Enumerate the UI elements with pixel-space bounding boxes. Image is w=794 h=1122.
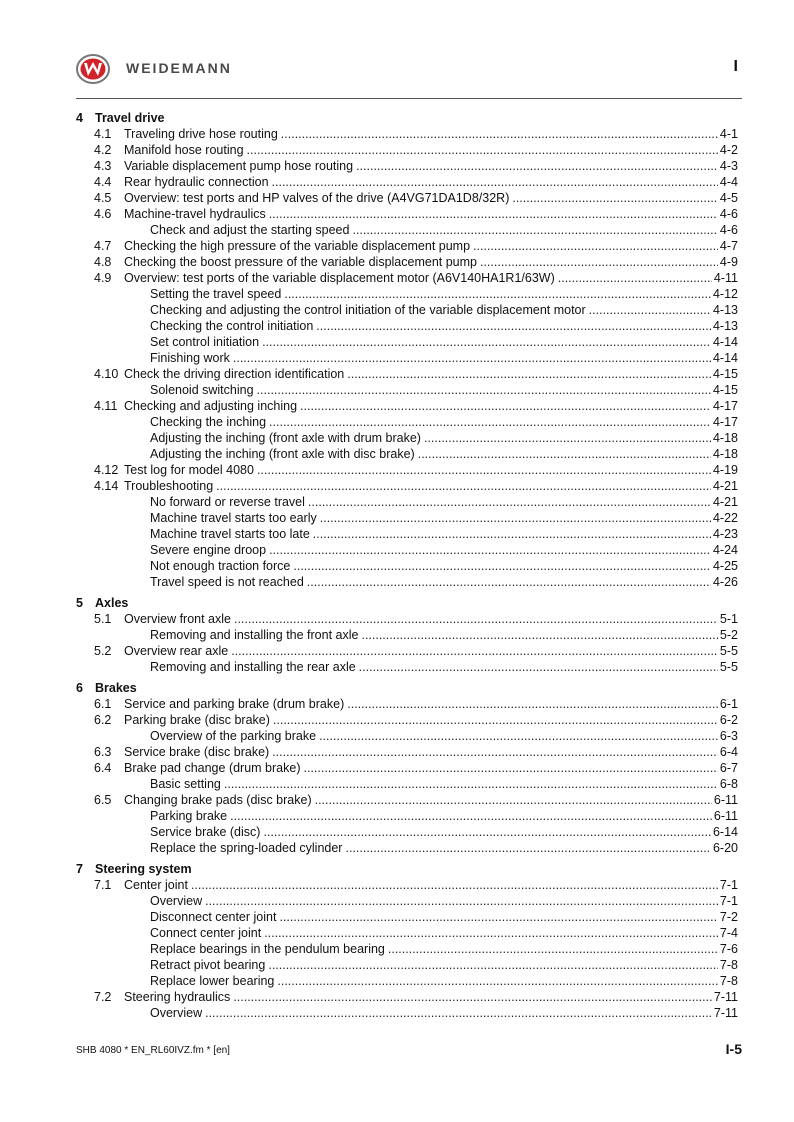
toc-subsection-entry[interactable]: [76, 494, 738, 510]
dot-leader: [347, 696, 718, 712]
toc-subsection-entry[interactable]: [76, 542, 738, 558]
section-number: 4.3: [94, 159, 112, 173]
section-number: 6.1: [94, 697, 112, 711]
entry-page-number: 4-12: [712, 287, 738, 301]
entry-title: Severe engine droop: [150, 543, 267, 557]
entry-page-number: 5-1: [719, 612, 738, 626]
entry-page-number: 4-13: [712, 303, 738, 317]
weidemann-logo-icon: [76, 54, 110, 84]
entry-page-number: 7-6: [719, 942, 738, 956]
section-number: 4.2: [94, 143, 112, 157]
entry-title: Checking and adjusting the control initiation of the variable displacement motor: [150, 303, 586, 317]
entry-title: Check the driving direction identification: [124, 367, 345, 381]
entry-title: Machine-travel hydraulics: [124, 207, 266, 221]
entry-page-number: 4-19: [712, 463, 738, 477]
entry-title: Test log for model 4080: [124, 463, 254, 477]
entry-page-number: 7-1: [719, 894, 738, 908]
toc-subsection-entry[interactable]: [76, 222, 738, 238]
toc-subsection-entry[interactable]: [76, 776, 738, 792]
dot-leader: [230, 808, 712, 824]
entry-page-number: 4-26: [712, 575, 738, 589]
dot-leader: [308, 494, 711, 510]
entry-page-number: 7-8: [719, 974, 738, 988]
toc-section-entry[interactable]: [76, 611, 738, 627]
entry-title: Retract pivot bearing: [150, 958, 266, 972]
toc-section-entry[interactable]: [76, 696, 738, 712]
dot-leader: [356, 158, 718, 174]
entry-title: Adjusting the inching (front axle with drum brake): [150, 431, 421, 445]
section-number: 4.9: [94, 271, 112, 285]
toc-section-entry[interactable]: [76, 792, 738, 808]
entry-title: Manifold hose routing: [124, 143, 244, 157]
dot-leader: [418, 446, 711, 462]
entry-page-number: 4-3: [719, 159, 738, 173]
toc-subsection-entry[interactable]: [76, 574, 738, 590]
dot-leader: [268, 957, 718, 973]
dot-leader: [279, 909, 717, 925]
entry-title: Service brake (disc brake): [124, 745, 270, 759]
toc-subsection-entry[interactable]: [76, 957, 738, 973]
section-number: 5.1: [94, 612, 112, 626]
entry-page-number: 4-18: [712, 431, 738, 445]
chapter-number: 7: [76, 862, 83, 876]
entry-title: Parking brake (disc brake): [124, 713, 270, 727]
toc-subsection-entry[interactable]: [76, 728, 738, 744]
dot-leader: [313, 526, 711, 542]
chapter-heading: [76, 680, 738, 696]
toc-subsection-entry[interactable]: [76, 925, 738, 941]
entry-page-number: 4-21: [712, 479, 738, 493]
dot-leader: [347, 366, 711, 382]
dot-leader: [512, 190, 718, 206]
dot-leader: [269, 206, 718, 222]
entry-title: Changing brake pads (disc brake): [124, 793, 312, 807]
document-reference: SHB 4080 * EN_RL60IVZ.fm * [en]: [76, 1045, 230, 1056]
toc-section-entry[interactable]: [76, 989, 738, 1005]
chapter-heading: [76, 595, 738, 611]
toc-section-entry[interactable]: [76, 462, 738, 478]
section-number: 6.4: [94, 761, 112, 775]
section-number: 7.2: [94, 990, 112, 1004]
toc-section-entry[interactable]: [76, 270, 738, 286]
entry-page-number: 5-5: [719, 660, 738, 674]
toc-subsection-entry[interactable]: [76, 941, 738, 957]
dot-leader: [269, 542, 711, 558]
entry-title: Adjusting the inching (front axle with disc brake): [150, 447, 415, 461]
entry-title: Checking the inching: [150, 415, 267, 429]
section-number: 4.10: [94, 367, 119, 381]
entry-page-number: 6-14: [712, 825, 738, 839]
toc-subsection-entry[interactable]: [76, 909, 738, 925]
section-number: 4.1: [94, 127, 112, 141]
toc-section-entry[interactable]: [76, 744, 738, 760]
toc-subsection-entry[interactable]: [76, 430, 738, 446]
entry-title: Traveling drive hose routing: [124, 127, 278, 141]
toc-subsection-entry[interactable]: [76, 558, 738, 574]
dot-leader: [293, 558, 711, 574]
brand-name: WEIDEMANN: [126, 60, 232, 76]
toc-subsection-entry[interactable]: [76, 824, 738, 840]
dot-leader: [352, 222, 717, 238]
entry-page-number: 4-7: [719, 239, 738, 253]
entry-page-number: 4-14: [712, 335, 738, 349]
dot-leader: [473, 238, 718, 254]
entry-page-number: 6-8: [719, 777, 738, 791]
toc-section-entry[interactable]: [76, 206, 738, 222]
toc-subsection-entry[interactable]: [76, 973, 738, 989]
dot-leader: [273, 712, 718, 728]
toc-subsection-entry[interactable]: [76, 334, 738, 350]
dot-leader: [231, 643, 718, 659]
entry-title: Parking brake: [150, 809, 228, 823]
entry-page-number: 7-2: [719, 910, 738, 924]
section-number: 5.2: [94, 644, 112, 658]
section-number: 4.14: [94, 479, 119, 493]
entry-page-number: 7-4: [719, 926, 738, 940]
toc-section-entry[interactable]: [76, 366, 738, 382]
toc-subsection-entry[interactable]: [76, 350, 738, 366]
section-number: 6.2: [94, 713, 112, 727]
entry-title: Checking the high pressure of the variable displacement pump: [124, 239, 471, 253]
section-number: 6.3: [94, 745, 112, 759]
dot-leader: [262, 334, 711, 350]
dot-leader: [234, 611, 718, 627]
dot-leader: [303, 760, 717, 776]
entry-page-number: 7-11: [713, 1006, 738, 1020]
toc-subsection-entry[interactable]: [76, 302, 738, 318]
entry-page-number: 5-5: [719, 644, 738, 658]
entry-page-number: 4-15: [712, 383, 738, 397]
entry-title: Brake pad change (drum brake): [124, 761, 301, 775]
entry-title: Service brake (disc): [150, 825, 261, 839]
entry-title: Rear hydraulic connection: [124, 175, 269, 189]
entry-page-number: 6-3: [719, 729, 738, 743]
dot-leader: [205, 1005, 712, 1021]
entry-page-number: 7-1: [719, 878, 738, 892]
entry-page-number: 4-6: [719, 207, 738, 221]
entry-title: Disconnect center joint: [150, 910, 277, 924]
dot-leader: [257, 462, 711, 478]
dot-leader: [272, 744, 718, 760]
entry-page-number: 4-6: [719, 223, 738, 237]
dot-leader: [233, 350, 711, 366]
section-number: 4.6: [94, 207, 112, 221]
entry-page-number: 6-20: [712, 841, 738, 855]
toc-section-entry[interactable]: [76, 877, 738, 893]
section-number: 4.11: [94, 399, 118, 413]
section-number: 4.12: [94, 463, 119, 477]
entry-page-number: 4-13: [712, 319, 738, 333]
toc-subsection-entry[interactable]: [76, 659, 738, 675]
entry-title: Removing and installing the front axle: [150, 628, 359, 642]
toc-section-entry[interactable]: [76, 760, 738, 776]
toc-section-entry[interactable]: [76, 398, 738, 414]
entry-title: Finishing work: [150, 351, 230, 365]
toc-section-entry[interactable]: [76, 643, 738, 659]
dot-leader: [284, 286, 711, 302]
dot-leader: [216, 478, 711, 494]
entry-page-number: 7-11: [713, 990, 738, 1004]
entry-title: Replace bearings in the pendulum bearing: [150, 942, 385, 956]
entry-title: Solenoid switching: [150, 383, 254, 397]
toc-subsection-entry[interactable]: [76, 627, 738, 643]
chapter-title: Brakes: [95, 681, 137, 695]
toc-subsection-entry[interactable]: [76, 286, 738, 302]
entry-title: Replace the spring-loaded cylinder: [150, 841, 343, 855]
dot-leader: [424, 430, 711, 446]
toc-section-entry[interactable]: [76, 712, 738, 728]
entry-page-number: 4-11: [713, 271, 738, 285]
entry-page-number: 4-22: [712, 511, 738, 525]
entry-title: Overview of the parking brake: [150, 729, 317, 743]
dot-leader: [224, 776, 718, 792]
dot-leader: [345, 840, 710, 856]
entry-title: Checking and adjusting inching: [124, 399, 298, 413]
entry-title: Removing and installing the rear axle: [150, 660, 356, 674]
dot-leader: [589, 302, 711, 318]
entry-page-number: 4-4: [719, 175, 738, 189]
toc-subsection-entry[interactable]: [76, 526, 738, 542]
toc-section-entry[interactable]: [76, 174, 738, 190]
toc-subsection-entry[interactable]: [76, 840, 738, 856]
entry-title: Variable displacement pump hose routing: [124, 159, 354, 173]
entry-title: Basic setting: [150, 777, 221, 791]
dot-leader: [263, 824, 711, 840]
dot-leader: [300, 398, 711, 414]
dot-leader: [269, 414, 711, 430]
entry-page-number: 6-11: [713, 793, 738, 807]
dot-leader: [264, 925, 718, 941]
toc-section-entry[interactable]: [76, 126, 738, 142]
chapter-title: Travel drive: [95, 111, 165, 125]
dot-leader: [480, 254, 718, 270]
dot-leader: [307, 574, 711, 590]
entry-page-number: 4-23: [712, 527, 738, 541]
entry-title: Overview: test ports of the variable displacement motor (A6V140HA1R1/63W): [124, 271, 555, 285]
chapter-number: 5: [76, 596, 83, 610]
dot-leader: [320, 510, 711, 526]
entry-title: Overview: [150, 1006, 203, 1020]
dot-leader: [316, 318, 711, 334]
entry-title: Replace lower bearing: [150, 974, 275, 988]
entry-title: Not enough traction force: [150, 559, 291, 573]
toc-section-entry[interactable]: [76, 254, 738, 270]
entry-title: Center joint: [124, 878, 188, 892]
dot-leader: [272, 174, 718, 190]
dot-leader: [359, 659, 718, 675]
entry-title: Check and adjust the starting speed: [150, 223, 350, 237]
dot-leader: [257, 382, 711, 398]
entry-page-number: 4-5: [719, 191, 738, 205]
toc-subsection-entry[interactable]: [76, 446, 738, 462]
entry-page-number: 4-14: [712, 351, 738, 365]
entry-page-number: 4-17: [712, 399, 738, 413]
header-divider: [76, 98, 742, 99]
toc-subsection-entry[interactable]: [76, 382, 738, 398]
entry-page-number: 7-8: [719, 958, 738, 972]
entry-page-number: 6-1: [719, 697, 738, 711]
entry-page-number: 4-17: [712, 415, 738, 429]
toc-subsection-entry[interactable]: [76, 808, 738, 824]
dot-leader: [233, 989, 712, 1005]
entry-title: Checking the control initiation: [150, 319, 314, 333]
entry-title: Service and parking brake (drum brake): [124, 697, 345, 711]
toc-section-entry[interactable]: [76, 158, 738, 174]
dot-leader: [191, 877, 718, 893]
dot-leader: [205, 893, 718, 909]
dot-leader: [315, 792, 712, 808]
entry-title: Set control initiation: [150, 335, 260, 349]
entry-title: Overview front axle: [124, 612, 231, 626]
dot-leader: [281, 126, 718, 142]
page-number: I-5: [725, 1041, 742, 1057]
dot-leader: [277, 973, 718, 989]
entry-page-number: 4-24: [712, 543, 738, 557]
section-number: 4.4: [94, 175, 112, 189]
entry-title: Overview: [150, 894, 203, 908]
entry-page-number: 4-1: [719, 127, 738, 141]
entry-page-number: 6-4: [719, 745, 738, 759]
entry-title: Troubleshooting: [124, 479, 214, 493]
dot-leader: [388, 941, 718, 957]
entry-title: Travel speed is not reached: [150, 575, 304, 589]
entry-page-number: 5-2: [719, 628, 738, 642]
entry-page-number: 4-2: [719, 143, 738, 157]
section-mark: I: [733, 58, 738, 75]
toc-subsection-entry[interactable]: [76, 414, 738, 430]
toc-subsection-entry[interactable]: [76, 318, 738, 334]
entry-page-number: 4-18: [712, 447, 738, 461]
entry-page-number: 6-7: [719, 761, 738, 775]
section-number: 4.7: [94, 239, 112, 253]
entry-page-number: 6-2: [719, 713, 738, 727]
entry-title: Steering hydraulics: [124, 990, 231, 1004]
entry-title: Machine travel starts too early: [150, 511, 317, 525]
entry-title: Overview rear axle: [124, 644, 229, 658]
toc-subsection-entry[interactable]: [76, 1005, 738, 1021]
toc-subsection-entry[interactable]: [76, 893, 738, 909]
entry-page-number: 6-11: [713, 809, 738, 823]
entry-page-number: 4-15: [712, 367, 738, 381]
section-number: 4.8: [94, 255, 112, 269]
entry-title: Checking the boost pressure of the variable displacement pump: [124, 255, 477, 269]
toc-section-entry[interactable]: [76, 190, 738, 206]
entry-title: Overview: test ports and HP valves of the drive (A4VG71DA1D8/32R): [124, 191, 510, 205]
toc-section-entry[interactable]: [76, 238, 738, 254]
chapter-heading: [76, 110, 738, 126]
entry-title: No forward or reverse travel: [150, 495, 305, 509]
section-number: 7.1: [94, 878, 112, 892]
dot-leader: [319, 728, 718, 744]
toc-subsection-entry[interactable]: [76, 510, 738, 526]
dot-leader: [361, 627, 717, 643]
table-of-contents: [76, 110, 738, 1021]
entry-title: Connect center joint: [150, 926, 262, 940]
chapter-number: 6: [76, 681, 83, 695]
section-number: 6.5: [94, 793, 112, 807]
entry-page-number: 4-9: [719, 255, 738, 269]
chapter-heading: [76, 861, 738, 877]
toc-section-entry[interactable]: [76, 142, 738, 158]
chapter-title: Steering system: [95, 862, 192, 876]
chapter-number: 4: [76, 111, 83, 125]
chapter-title: Axles: [95, 596, 129, 610]
entry-page-number: 4-21: [712, 495, 738, 509]
page-header: [76, 52, 742, 86]
entry-title: Machine travel starts too late: [150, 527, 310, 541]
dot-leader: [247, 142, 718, 158]
entry-title: Setting the travel speed: [150, 287, 282, 301]
section-number: 4.5: [94, 191, 112, 205]
entry-page-number: 4-25: [712, 559, 738, 573]
dot-leader: [558, 270, 712, 286]
toc-section-entry[interactable]: [76, 478, 738, 494]
